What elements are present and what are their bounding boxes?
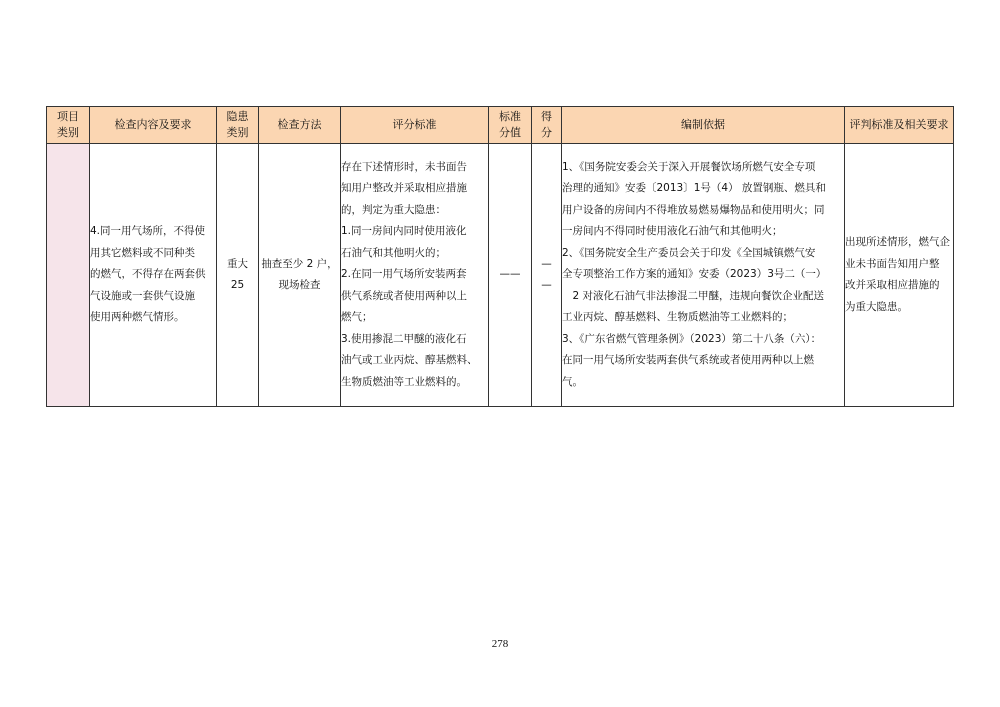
cell-line: 在同一用气场所安装两套供气系统或者使用两种以上燃 xyxy=(562,354,814,367)
header-basis: 编制依据 xyxy=(562,107,845,144)
header-content: 检查内容及要求 xyxy=(90,107,217,144)
cell-line: 存在下述情形时，未书面告 xyxy=(341,160,467,173)
header-standard: 评分标准 xyxy=(341,107,489,144)
cell-line: 石油气和其他明火的； xyxy=(341,246,446,259)
cell-line: 2.在同一用气场所安装两套 xyxy=(341,268,467,281)
cell-standard xyxy=(341,144,489,407)
cell-method xyxy=(259,144,341,407)
cell-line: 用户设备的房间内不得堆放易燃易爆物品和使用明火；同 xyxy=(562,203,825,216)
header-score: 标准 分值 xyxy=(489,107,532,144)
cell-line: 知用户整改并采取相应措施 xyxy=(341,182,467,195)
header-got: 得 分 xyxy=(532,107,562,144)
cell-line: 使用两种燃气情形。 xyxy=(90,311,185,324)
cell-line: — xyxy=(541,279,552,291)
cell-line: 改并采取相应措施的 xyxy=(845,279,940,291)
cell-line: 25 xyxy=(230,279,245,291)
cell-line: 油气或工业丙烷、醇基燃料、 xyxy=(341,354,478,367)
inspection-table xyxy=(46,106,954,407)
header-method: 检查方法 xyxy=(259,107,341,144)
header-category: 项目 类别 xyxy=(47,107,90,144)
cell-line: 生物质燃油等工业燃料的。 xyxy=(341,375,467,388)
header-row xyxy=(47,107,954,144)
cell-line: 现场检查 xyxy=(278,279,321,291)
cell-line: 1.同一房间内同时使用液化 xyxy=(341,225,467,238)
cell-line: 出现所述情形，燃气企 xyxy=(845,236,950,248)
cell-basis xyxy=(562,144,845,407)
cell-line: 燃气； xyxy=(341,311,373,324)
cell-line: 用其它燃料或不同种类 xyxy=(90,246,195,259)
cell-line: 抽查至少 2 户， xyxy=(261,257,338,270)
cell-line: 工业丙烷、醇基燃料、生物质燃油等工业燃料的； xyxy=(562,311,793,324)
table-row xyxy=(47,144,954,407)
cell-line: 1、《国务院安委会关于深入开展餐饮场所燃气安全专项 xyxy=(562,160,816,173)
cell-line: 为重大隐患。 xyxy=(845,300,908,313)
cell-line: 重大 xyxy=(227,257,248,270)
cell-line: 4.同一用气场所，不得使 xyxy=(90,225,206,238)
cell-judgement xyxy=(845,144,954,407)
cell-line: 的，判定为重大隐患： xyxy=(341,203,446,216)
cell-line: 2、《国务院安全生产委员会关于印发《全国城镇燃气安 xyxy=(562,246,816,259)
cell-line: 3、《广东省燃气管理条例》（2023）第二十八条（六）： xyxy=(562,332,822,345)
cell-category xyxy=(47,144,90,407)
cell-score: —— xyxy=(489,144,532,407)
page-number: 278 xyxy=(491,638,509,650)
cell-line: — xyxy=(541,257,552,270)
cell-line: 的燃气，不得存在两套供 xyxy=(90,268,206,281)
cell-line: 2 对液化石油气非法掺混二甲醚，违规向餐饮企业配送 xyxy=(562,289,825,302)
header-hazard-level: 隐患 类别 xyxy=(217,107,259,144)
cell-line: 气设施或一套供气设施 xyxy=(90,289,195,302)
cell-line: 气。 xyxy=(562,375,583,388)
cell-content xyxy=(90,144,217,407)
cell-line: 治理的通知》安委〔2013〕1号（4） 放置钢瓶、燃具和 xyxy=(562,182,826,195)
cell-got xyxy=(532,144,562,407)
cell-line: 供气系统或者使用两种以上 xyxy=(341,289,467,302)
cell-hazard-level xyxy=(217,144,259,407)
header-judgement: 评判标准及相关要求 xyxy=(845,107,954,144)
cell-line: 全专项整治工作方案的通知》安委（2023）3号二（一） xyxy=(562,268,827,281)
cell-line: 业未书面告知用户整 xyxy=(845,257,940,270)
cell-line: 3.使用掺混二甲醚的液化石 xyxy=(341,332,467,345)
cell-line: 一房间内不得同时使用液化石油气和其他明火； xyxy=(562,225,783,238)
